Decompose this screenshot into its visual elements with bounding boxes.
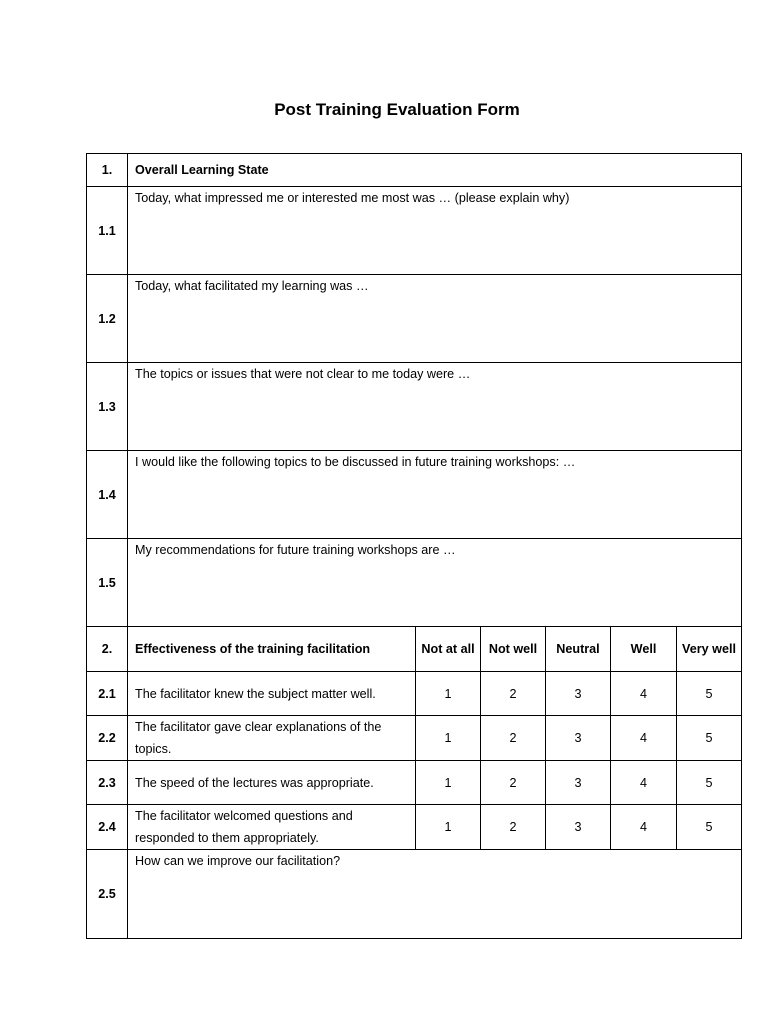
scale-header-not-well: Not well (481, 627, 546, 672)
evaluation-table (86, 153, 742, 939)
rating-option-5[interactable]: 5 (677, 805, 742, 850)
item-number: 1.4 (87, 451, 128, 539)
question-prompt: Today, what impressed me or interested me most was … (please explain why) (135, 191, 570, 205)
question-prompt: Today, what facilitated my learning was … (135, 279, 369, 293)
rating-option-3[interactable]: 3 (546, 805, 611, 850)
item-number: 2.5 (87, 850, 128, 939)
rating-option-2[interactable]: 2 (481, 761, 546, 805)
rating-option-1[interactable]: 1 (416, 761, 481, 805)
table-row (87, 672, 742, 716)
section-2-number: 2. (87, 627, 128, 672)
rating-statement: The facilitator welcomed questions and responded to them appropriately. (128, 805, 416, 850)
question-prompt: My recommendations for future training workshops are … (135, 543, 456, 557)
answer-field[interactable] (128, 539, 742, 627)
section-1-title: Overall Learning State (128, 154, 742, 187)
scale-header-neutral: Neutral (546, 627, 611, 672)
item-number: 2.3 (87, 761, 128, 805)
rating-option-4[interactable]: 4 (611, 805, 677, 850)
rating-option-4[interactable]: 4 (611, 761, 677, 805)
rating-option-1[interactable]: 1 (416, 716, 481, 761)
rating-statement: The facilitator gave clear explanations of the topics. (128, 716, 416, 761)
section-1-header-row (87, 154, 742, 187)
section-1-number: 1. (87, 154, 128, 187)
rating-option-3[interactable]: 3 (546, 672, 611, 716)
rating-option-2[interactable]: 2 (481, 805, 546, 850)
table-row (87, 805, 742, 850)
scale-header-not-at-all: Not at all (416, 627, 481, 672)
table-row (87, 716, 742, 761)
section-2-title: Effectiveness of the training facilitation (128, 627, 416, 672)
item-number: 2.2 (87, 716, 128, 761)
question-prompt: The topics or issues that were not clear to me today were … (135, 367, 471, 381)
table-row (87, 850, 742, 939)
rating-option-1[interactable]: 1 (416, 672, 481, 716)
rating-option-5[interactable]: 5 (677, 761, 742, 805)
rating-option-4[interactable]: 4 (611, 672, 677, 716)
question-prompt: How can we improve our facilitation? (135, 854, 341, 868)
rating-statement: The facilitator knew the subject matter well. (128, 672, 416, 716)
scale-header-very-well: Very well (677, 627, 742, 672)
rating-option-5[interactable]: 5 (677, 672, 742, 716)
answer-field[interactable] (128, 850, 742, 939)
table-row (87, 539, 742, 627)
table-row (87, 761, 742, 805)
answer-field[interactable] (128, 451, 742, 539)
rating-option-3[interactable]: 3 (546, 761, 611, 805)
question-prompt: I would like the following topics to be discussed in future training workshops: … (135, 455, 576, 469)
rating-option-2[interactable]: 2 (481, 672, 546, 716)
item-number: 1.2 (87, 275, 128, 363)
answer-field[interactable] (128, 187, 742, 275)
rating-option-1[interactable]: 1 (416, 805, 481, 850)
scale-header-well: Well (611, 627, 677, 672)
table-row (87, 451, 742, 539)
item-number: 1.1 (87, 187, 128, 275)
rating-option-4[interactable]: 4 (611, 716, 677, 761)
item-number: 2.1 (87, 672, 128, 716)
rating-option-3[interactable]: 3 (546, 716, 611, 761)
rating-option-5[interactable]: 5 (677, 716, 742, 761)
item-number: 1.5 (87, 539, 128, 627)
section-2-header-row (87, 627, 742, 672)
page-title: Post Training Evaluation Form (274, 100, 520, 119)
table-row (87, 363, 742, 451)
rating-option-2[interactable]: 2 (481, 716, 546, 761)
answer-field[interactable] (128, 275, 742, 363)
rating-statement: The speed of the lectures was appropriate. (128, 761, 416, 805)
item-number: 1.3 (87, 363, 128, 451)
table-row (87, 187, 742, 275)
answer-field[interactable] (128, 363, 742, 451)
table-row (87, 275, 742, 363)
item-number: 2.4 (87, 805, 128, 850)
